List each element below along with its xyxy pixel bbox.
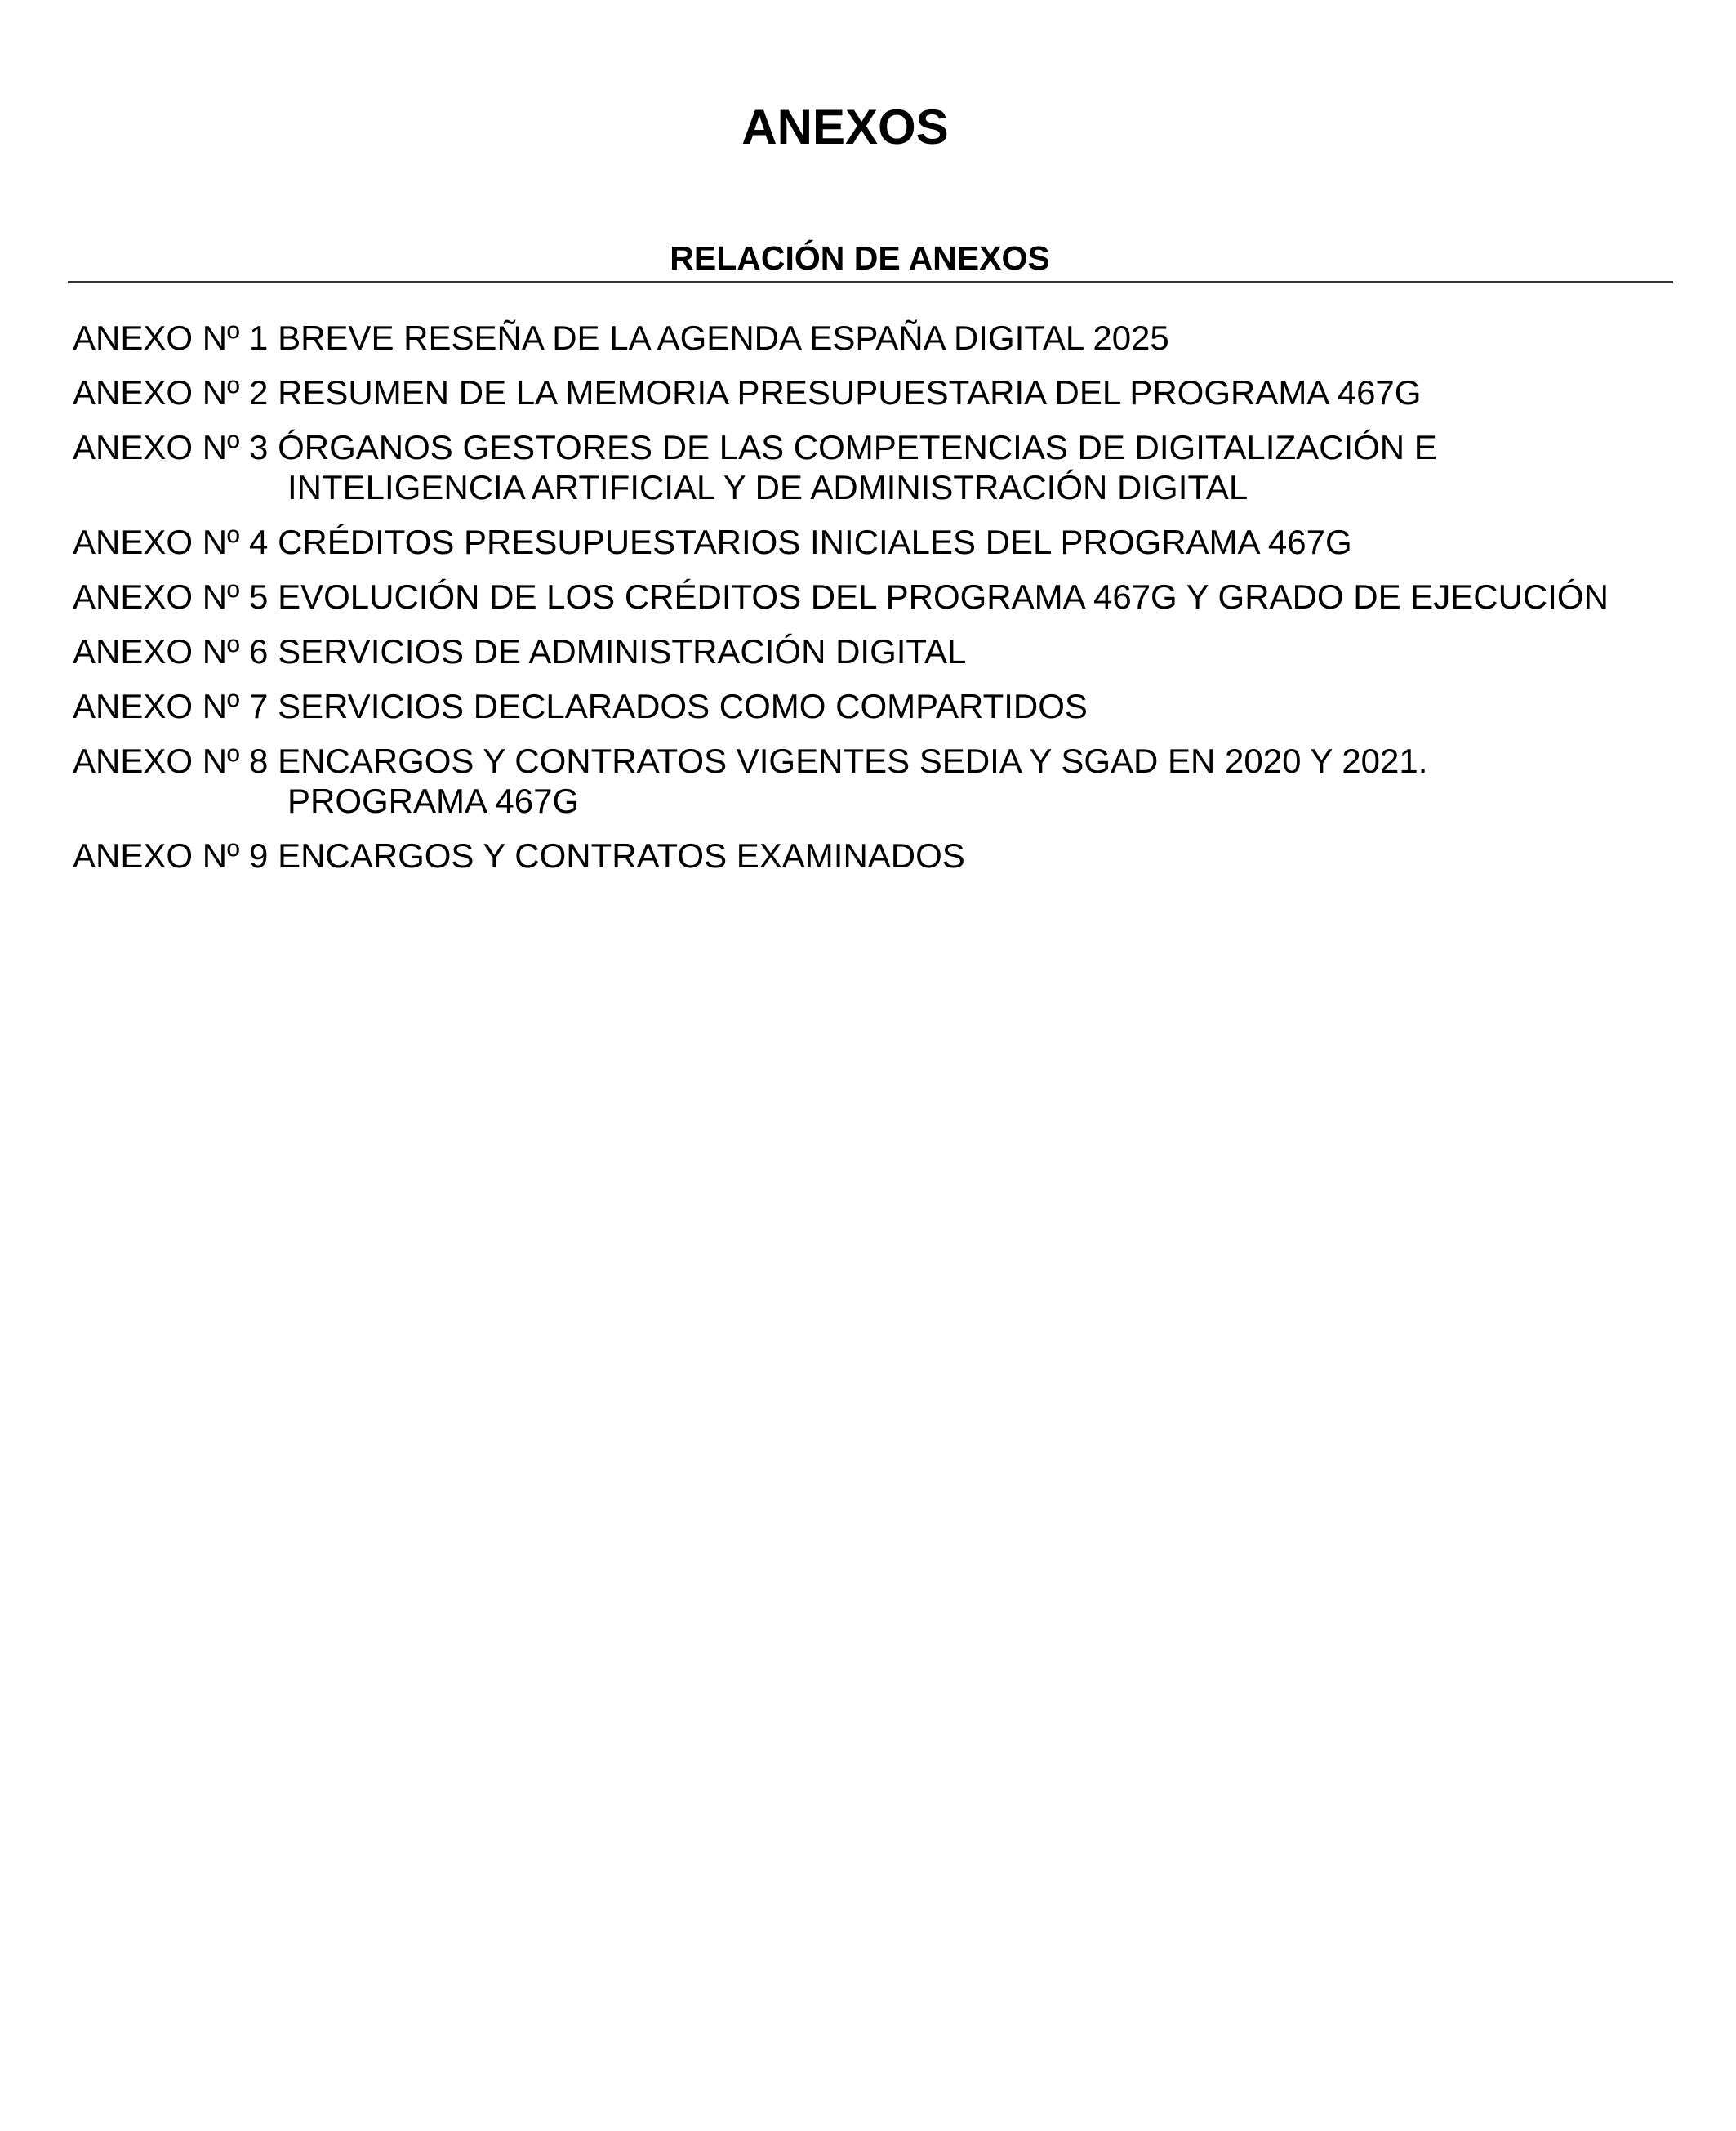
annex-item-8 — [73, 741, 1706, 821]
annex-title: ANEXO Nº 9 ENCARGOS Y CONTRATOS EXAMINADOS — [73, 836, 965, 875]
annex-item-2 — [73, 372, 1706, 412]
annex-title: ANEXO Nº 8 ENCARGOS Y CONTRATOS VIGENTES SEDIA Y SGAD EN 2020 Y 2021. — [73, 742, 1428, 780]
annex-item-1 — [73, 318, 1706, 358]
annex-item-5 — [73, 577, 1706, 617]
section-heading: RELACIÓN DE ANEXOS — [670, 239, 1050, 277]
annex-item-7 — [73, 686, 1706, 726]
annex-title: ANEXO Nº 3 ÓRGANOS GESTORES DE LAS COMPETENCIAS DE DIGITALIZACIÓN E — [73, 428, 1437, 466]
heading-divider — [68, 281, 1673, 283]
annex-title: ANEXO Nº 2 RESUMEN DE LA MEMORIA PRESUPUESTARIA DEL PROGRAMA 467G — [73, 373, 1422, 412]
annex-list — [73, 318, 1706, 890]
annex-title-continuation: INTELIGENCIA ARTIFICIAL Y DE ADMINISTRACIÓN DIGITAL — [287, 468, 1249, 506]
annex-title: ANEXO Nº 1 BREVE RESEÑA DE LA AGENDA ESPAÑA DIGITAL 2025 — [73, 319, 1169, 357]
page-title: ANEXOS — [741, 100, 949, 154]
annex-item-6 — [73, 631, 1706, 671]
annex-title: ANEXO Nº 6 SERVICIOS DE ADMINISTRACIÓN DIGITAL — [73, 632, 967, 671]
annex-item-4 — [73, 522, 1706, 562]
annex-item-3 — [73, 427, 1706, 507]
annex-item-9 — [73, 836, 1706, 876]
annex-title: ANEXO Nº 4 CRÉDITOS PRESUPUESTARIOS INICIALES DEL PROGRAMA 467G — [73, 523, 1352, 561]
annex-title: ANEXO Nº 7 SERVICIOS DECLARADOS COMO COMPARTIDOS — [73, 687, 1088, 725]
annex-title-continuation: PROGRAMA 467G — [287, 782, 580, 820]
annex-title: ANEXO Nº 5 EVOLUCIÓN DE LOS CRÉDITOS DEL PROGRAMA 467G Y GRADO DE EJECUCIÓN — [73, 577, 1609, 616]
